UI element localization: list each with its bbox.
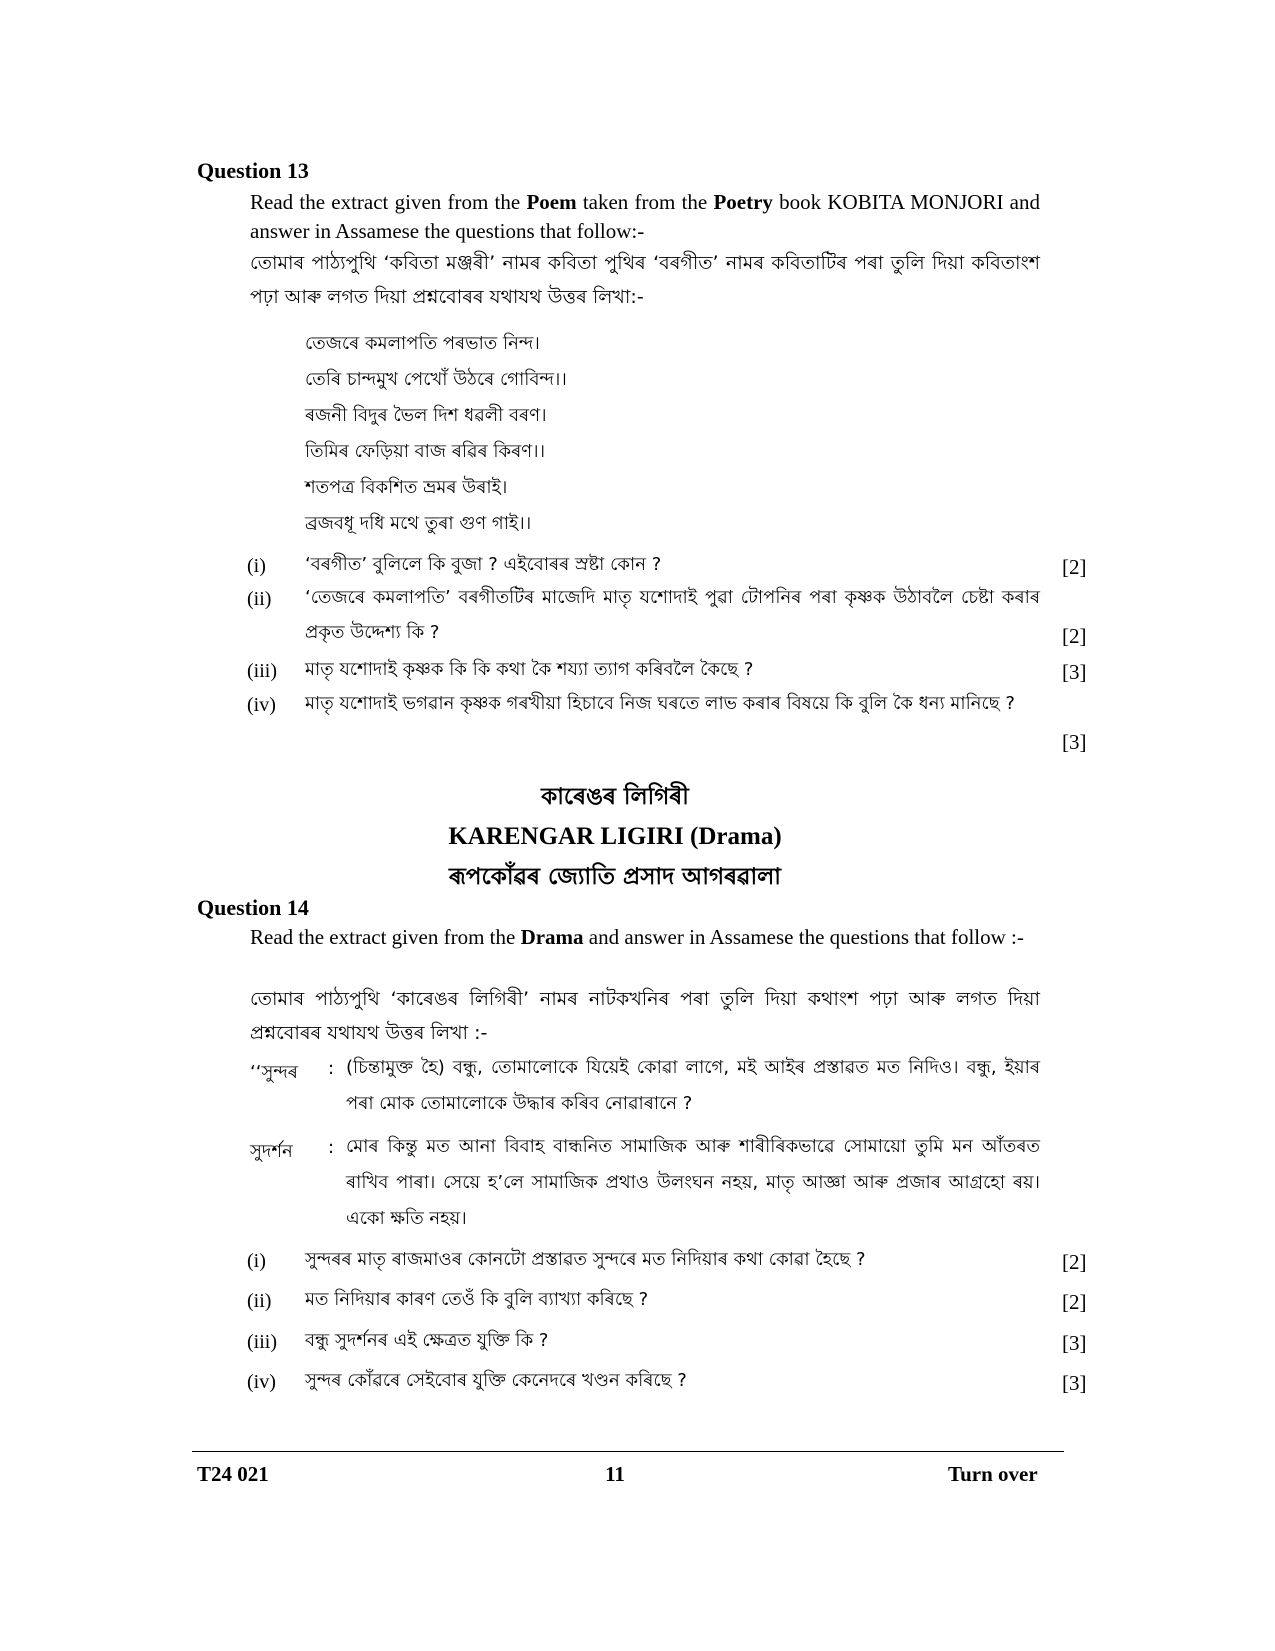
question-14-title: Question 14 bbox=[197, 895, 309, 920]
q13-poem-extract bbox=[305, 326, 567, 542]
poem-line: তেজৰে কমলাপতি পৰভাত নিন্দ। bbox=[305, 333, 540, 354]
poem-line: তিমিৰ ফেড়িয়া বাজ ৰৱিৰ কিৰণ।। bbox=[305, 441, 546, 462]
q13-instruction-as: তোমাৰ পাঠ্যপুথি ‘কবিতা মঞ্জৰী’ নামৰ কবিতা পুথিৰ ‘বৰগীত’ নামৰ কবিতাটিৰ পৰা তুলি দিয়া কবিতাংশ পঢ়া আৰু লগত দিয়া প্ৰশ্নবোৰৰ যথাযথ উত্তৰ লিখা:- bbox=[250, 252, 1040, 308]
turn-over-note: Turn over bbox=[948, 1462, 1038, 1486]
section-title-english: KARENGAR LIGIRI (Drama) bbox=[448, 823, 782, 850]
poem-line: ব্ৰজবধূ দধি মথে তুৰা গুণ গাই।। bbox=[305, 513, 532, 534]
footer-divider bbox=[192, 1451, 1064, 1452]
q14-instruction-as: তোমাৰ পাঠ্যপুথি ‘কাৰেঙৰ লিগিৰী’ নামৰ নাটকখনিৰ পৰা তুলি দিয়া কথাংশ পঢ়া আৰু লগত দিয়া প্ৰশ্নবোৰৰ যথাযথ উত্তৰ লিখা :- bbox=[250, 988, 1040, 1044]
q14-instruction-en: Read the extract given from the Drama and answer in Assamese the questions that follow :- bbox=[250, 925, 1024, 949]
page-number: 11 bbox=[605, 1462, 625, 1486]
section-author: ৰূপকোঁৱৰ জ্যোতি প্ৰসাদ আগৰৱালা bbox=[449, 864, 781, 890]
exam-page: Question 13 Read the extract given from the Poem taken from the Poetry book KOBITA MONJORI and answer in Assamese the questions that follow:- তোমাৰ পাঠ্যপুথি ‘কবিতা মঞ্জৰী’ নামৰ কবিতা পুথিৰ ‘বৰগীত’ নামৰ কবিতাটিৰ পৰা তুলি দিয়া কবিতাংশ পঢ়া আৰু লগত দিয়া প্ৰশ্নবোৰৰ যথাযথ উত্তৰ লিখা:- তেজৰে কমলাপতি পৰভাত নিন্দ। তেৰি চান্দমুখ পেখোঁ উঠৰে গোবিন্দ।। ৰজনী বিদুৰ ভৈল দিশ ধৱলী বৰণ। তিমিৰ ফেড়িয়া বাজ ৰৱিৰ কিৰণ।। শতপত্ৰ বিকশিত ভ্ৰমৰ উৰাই। ব্ৰজবধূ দধি মথে তুৰা গুণ গাই।। (i) ‘বৰগীত’ বুলিলে কি বুজা ? এইবোৰৰ স্ৰষ্টা কোন ? [2] (ii) ‘তেজৰে কমলাপতি’ বৰগীতটিৰ মাজেদি মাতৃ যশোদাই পুৱা টোপনিৰ পৰা কৃষ্ণক উঠাবলৈ চেষ্টা কৰাৰ প্ৰকৃত উদ্দেশ্য কি ? [2] (iii) মাতৃ যশোদাই কৃষ্ণক কি কি কথা কৈ শয্যা ত্যাগ কৰিবলৈ কৈছে ? [3] (iv) মাতৃ যশোদাই ভগৱান কৃষ্ণক গৰখীয়া হিচাবে নিজ ঘৰতে লাভ কৰাৰ বিষয়ে কি বুলি কৈ ধন্য মানিছে ? [3] কাৰেঙৰ লিগিৰী KARENGAR LIGIRI (Drama) ৰূপকোঁৱৰ জ্যোতি প্ৰসাদ আগৰৱালা Question 14 Read the extract given from the Drama and answer in Assamese the questions that follow :- তোমাৰ পাঠ্যপুথি ‘কাৰেঙৰ লিগিৰী’ নামৰ নাটকখনিৰ পৰা তুলি দিয়া কথাংশ পঢ়া আৰু লগত দিয়া প্ৰশ্নবোৰৰ যথাযথ উত্তৰ লিখা :- ‘‘সুন্দৰ : (চিন্তামুক্ত হৈ) বন্ধু, তোমালোকে যিয়েই কোৱা লাগে, মই আইৰ প্ৰস্তাৱত মত নিদিও। বন্ধু, ইয়াৰ পৰা মোক তোমালোকে উদ্ধাৰ কৰিব নোৱাৰানে ? সুদৰ্শন : মোৰ কিন্তু মত আনা বিবাহ বান্ধনিত সামাজিক আৰু শাৰীৰিকভাৱে সোমায়ো তুমি মন আঁতৰত ৰাখিব পাৰা। সেয়ে হ’লে সামাজিক প্ৰথাও উলংঘন নহয়, মাতৃ আজ্ঞা আৰু প্ৰজাৰ আগ্ৰহো ৰয়। একো ক্ষতি নহয়। (i) সুন্দৰৰ মাতৃ ৰাজমাওৰ কোনটো প্ৰস্তাৱত সুন্দৰে মত নিদিয়াৰ কথা কোৱা হৈছে ? [2] (ii) মত নিদিয়াৰ কাৰণ তেওঁ কি বুলি ব্যাখ্যা কৰিছে ? [2] (iii) বন্ধু সুদৰ্শনৰ এই ক্ষেত্ৰত যুক্তি কি ? [3] (iv) সুন্দৰ কোঁৱৰে সেইবোৰ যুক্তি কেনেদৰে খণ্ডন কৰিছে ? [3] T24 021 11 Turn over bbox=[0, 0, 1275, 1651]
question-13-title: Question 13 bbox=[197, 158, 309, 183]
poem-line: তেৰি চান্দমুখ পেখোঁ উঠৰে গোবিন্দ।। bbox=[305, 369, 567, 390]
q13-instruction-en: Read the extract given from the Poem taken from the Poetry book KOBITA MONJORI and answer in Assamese the questions that follow:- bbox=[250, 190, 1040, 243]
paper-code: T24 021 bbox=[197, 1462, 269, 1486]
section-title-assamese: কাৰেঙৰ লিগিৰী bbox=[541, 784, 689, 810]
poem-line: শতপত্ৰ বিকশিত ভ্ৰমৰ উৰাই। bbox=[305, 477, 508, 498]
poem-line: ৰজনী বিদুৰ ভৈল দিশ ধৱলী বৰণ। bbox=[305, 405, 547, 426]
